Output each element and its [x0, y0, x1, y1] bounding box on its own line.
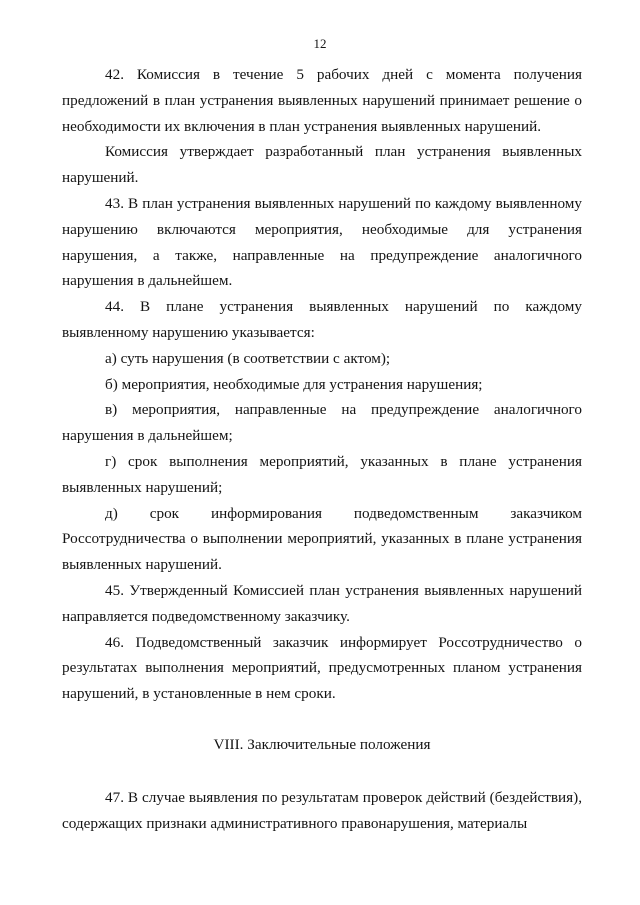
list-item-v: в) мероприятия, направленные на предупреждение аналогичного нарушения в дальнейшем; — [62, 401, 582, 445]
section-heading: VIII. Заключительные положения — [213, 735, 431, 753]
paragraph-43: 43. В план устранения выявленных нарушений по каждому выявленному нарушению включаются мероприятия, необходимые для устранения нарушения, а также, направленные на предупреждение аналогичного нарушения в дальнейшем. — [62, 194, 582, 290]
paragraph-45: 45. Утвержденный Комиссией план устранения выявленных нарушений направляется подведомственному заказчику. — [62, 581, 582, 625]
paragraph-42-approval: Комиссия утверждает разработанный план устранения выявленных нарушений. — [62, 143, 582, 187]
list-item-a: а) суть нарушения (в соответствии с актом); — [105, 349, 391, 367]
paragraph-44: 44. В плане устранения выявленных нарушений по каждому выявленному нарушению указывается: — [62, 298, 582, 341]
list-item-d: д) срок информирования подведомственным заказчиком Россотрудничества о выполнении мероприятий, указанных в плане устранения выявленных нарушений. — [62, 504, 582, 574]
list-item-g: г) срок выполнения мероприятий, указанных в плане устранения выявленных нарушений; — [62, 452, 582, 496]
paragraph-42: 42. Комиссия в течение 5 рабочих дней с момента получения предложений в план устранения выявленных нарушений принимает решение о необходимости их включения в план устранения выявленных нарушений. — [62, 66, 582, 135]
document-body — [62, 62, 582, 836]
paragraph-46: 46. Подведомственный заказчик информирует Россотрудничество о результатах выполнения мероприятий, предусмотренных планом устранения нарушений, в установленные в нем сроки. — [62, 633, 582, 703]
page-number: 12 — [313, 36, 327, 51]
list-item-b: б) мероприятия, необходимые для устранения нарушения; — [105, 375, 483, 393]
paragraph-47: 47. В случае выявления по результатам проверок действий (бездействия), содержащих признаки административного правонарушения, материалы — [62, 788, 582, 832]
